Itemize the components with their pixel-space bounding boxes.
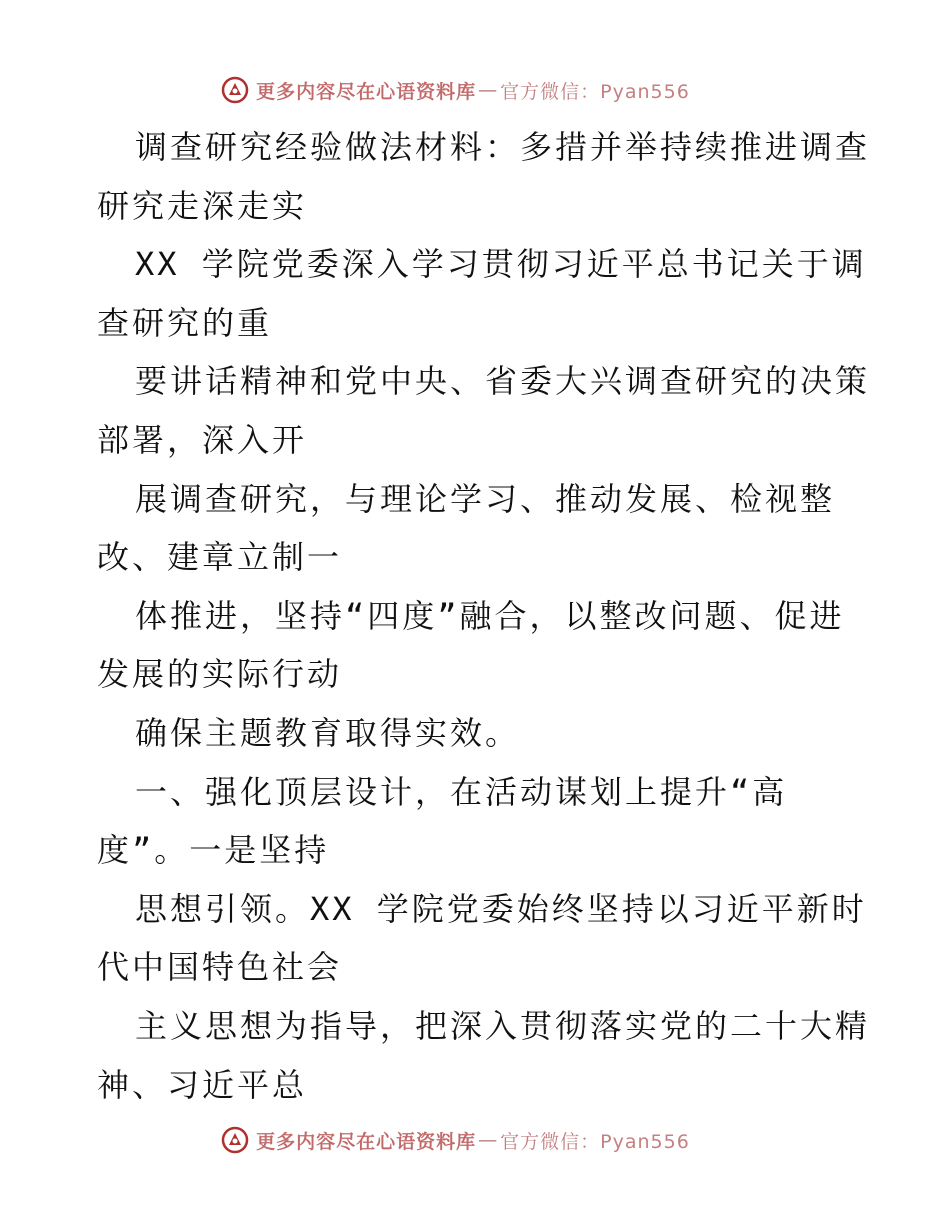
watermark-separator: — <box>478 1129 499 1151</box>
paragraph: 要讲话精神和党中央、省委大兴调查研究的决策部署，深入开 <box>97 362 871 459</box>
paragraph: 主义思想为指导，把深入贯彻落实党的二十大精神、习近平总 <box>97 1006 871 1104</box>
watermark-text: 更多内容尽在心语资料库 <box>256 1130 477 1153</box>
footer-watermark <box>0 1120 950 1160</box>
logo-icon <box>220 1125 250 1155</box>
paragraph: 思想引领。XX 学院党委始终坚持以习近平新时代中国特色社会 <box>97 889 867 987</box>
logo-icon <box>220 75 250 105</box>
document-body <box>97 118 877 1114</box>
paragraph: 一、强化顶层设计，在活动谋划上提升“高度”。一是坚持 <box>97 772 788 870</box>
watermark-separator: — <box>478 79 499 101</box>
watermark-text: 更多内容尽在心语资料库 <box>256 80 477 103</box>
paragraph: 展调查研究，与理论学习、推动发展、检视整改、建章立制一 <box>97 479 836 577</box>
paragraph: 体推进，坚持“四度”融合，以整改问题、促进发展的实际行动 <box>97 596 845 694</box>
paragraph: 调查研究经验做法材料：多措并举持续推进调查研究走深走实 <box>97 128 871 225</box>
header-watermark <box>0 70 950 110</box>
watermark-contact: 官方微信：Pyan556 <box>500 80 690 103</box>
paragraph: XX 学院党委深入学习贯彻习近平总书记关于调查研究的重 <box>97 245 867 342</box>
watermark-contact: 官方微信：Pyan556 <box>500 1130 690 1153</box>
paragraph: 确保主题教育取得实效。 <box>135 713 521 752</box>
